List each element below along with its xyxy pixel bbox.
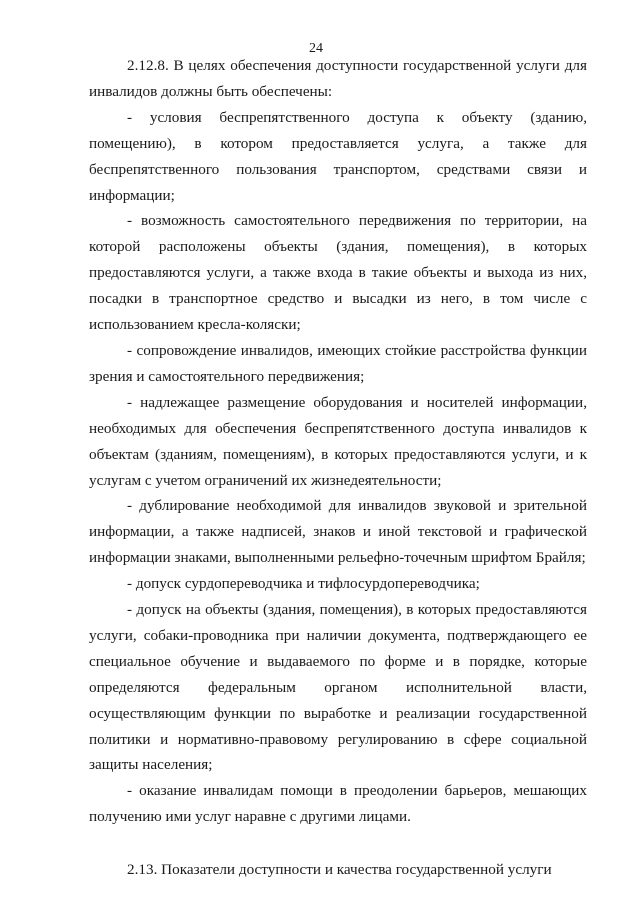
paragraph-barrier-assistance: - оказание инвалидам помощи в преодолении барьеров, мешающих получению ими услуг наравне с другими лицами. <box>89 782 587 826</box>
paragraph-clause-2-12-8: 2.12.8. В целях обеспечения доступности государственной услуги для инвалидов должны быть обеспечены: <box>89 57 587 100</box>
paragraph-escort: - сопровождение инвалидов, имеющих стойкие расстройства функции зрения и самостоятельного передвижения; <box>89 341 587 385</box>
section-heading-2-13: 2.13. Показатели доступности и качества государственной услуги <box>127 861 552 879</box>
paragraph-sign-interpreter: - допуск сурдопереводчика и тифлосурдопереводчика; <box>127 575 480 593</box>
paragraph-equipment-placement: - надлежащее размещение оборудования и носителей информации, необходимых для обеспечения беспрепятственного доступа инвалидов к объектам (зданиям, помещениям), в которых предоставляются услуги, и к услугам с учетом ограничений их жизнедеятельности; <box>89 393 587 489</box>
paragraph-independent-movement: - возможность самостоятельного передвижения по территории, на которой расположены объекты (здания, помещения), в которых предоставляются услуги, а также входа в такие объекты и выхода из них, посадки в транспортное средство и высадки из него, в том числе с использованием кресла-коляски; <box>89 212 587 334</box>
page-number: 24 <box>309 41 323 56</box>
paragraph-guide-dog: - допуск на объекты (здания, помещения), в которых предоставляются услуги, собаки-проводника при наличии документа, подтверждающего ее специальное обучение и выдаваемого по форме и в порядке, которые определяются федеральным органом исполнительной власти, осуществляющим функции по выработке и реализации государственной политики и нормативно-правовому регулированию в сфере социальной защиты населения; <box>89 601 587 774</box>
paragraph-information-duplication: - дублирование необходимой для инвалидов звуковой и зрительной информации, а также надписей, знаков и иной текстовой и графической информации знаками, выполненными рельефно-точечным шрифтом Брайля; <box>89 497 587 567</box>
document-body <box>89 53 587 883</box>
paragraph-unobstructed-access: - условия беспрепятственного доступа к объекту (зданию, помещению), в котором предоставляется услуга, а также для беспрепятственного пользования транспортом, средствами связи и информации; <box>89 108 587 204</box>
